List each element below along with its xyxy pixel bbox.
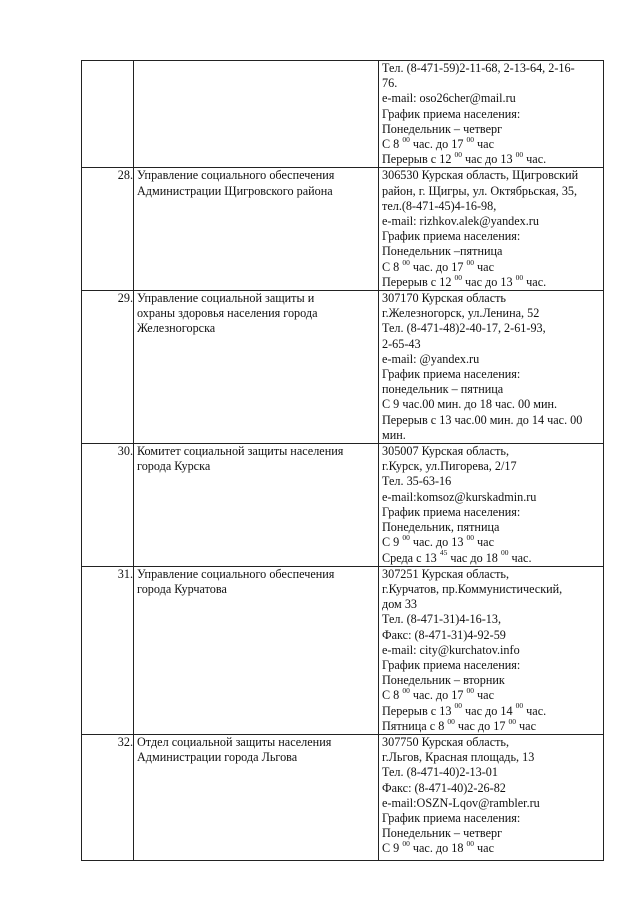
contact-line: График приема населения:: [382, 810, 521, 825]
contact-line: e-mail: city@kurchatov.info: [382, 642, 520, 657]
table-row: [82, 168, 604, 291]
contact-line: Перерыв с 13 $^{00}$ час до 14 $^{00}$ час.: [382, 701, 547, 718]
contact-line: e-mail:OSZN-Lqov@rambler.ru: [382, 795, 540, 810]
organization-name: [134, 444, 379, 567]
contact-line: 307251 Курская область,: [382, 566, 510, 581]
contact-line: Тел. (8-471-48)2-40-17, 2-61-93,: [382, 321, 546, 336]
contact-line: тел.(8-471-45)4-16-98,: [382, 198, 497, 213]
contact-line: Понедельник – четверг: [382, 826, 503, 841]
contact-line: С 8 $^{00}$ час. до 17 $^{00}$ час: [382, 257, 494, 274]
contact-line: Понедельник –пятница: [382, 244, 503, 259]
contact-line: График приема населения:: [382, 504, 521, 519]
table-row: [82, 291, 604, 444]
contact-line: С 8 $^{00}$ час. до 17 $^{00}$ час: [382, 686, 494, 703]
contact-line: 2-65-43: [382, 336, 421, 351]
organization-line: города Курска: [137, 459, 211, 474]
organization-line: Комитет социальной защиты населения: [137, 444, 344, 459]
contact-line: e-mail: oso26cher@mail.ru: [382, 91, 516, 106]
table-row: [82, 61, 604, 168]
organization-line: Администрации Щигровского района: [137, 183, 333, 198]
contact-line: дом 33: [382, 597, 418, 612]
contact-info: [379, 566, 604, 734]
row-number: [82, 61, 134, 168]
contact-line: Понедельник – вторник: [382, 673, 505, 688]
row-number: 32.: [82, 734, 134, 860]
contact-line: С 8 $^{00}$ час. до 17 $^{00}$ час: [382, 134, 494, 152]
organization-line: города Курчатова: [137, 581, 227, 596]
social-services-table: [81, 60, 604, 861]
contact-line: Тел. 35-63-16: [382, 474, 452, 489]
contact-line: Тел. (8-471-59)2-11-68, 2-13-64, 2-16-: [382, 61, 575, 75]
contact-line: мин.: [382, 427, 406, 442]
organization-line: Отдел социальной защиты населения: [137, 734, 332, 749]
table-row: [82, 734, 604, 860]
organization-line: Управление социальной защиты и: [137, 291, 315, 306]
organization-name: [134, 734, 379, 860]
row-number: 30.: [82, 444, 134, 567]
contact-info: [379, 168, 604, 291]
contact-line: С 9 $^{00}$ час. до 13 $^{00}$ час: [382, 533, 494, 550]
contact-line: Перерыв с 12 $^{00}$ час до 13 $^{00}$ час.: [382, 150, 547, 167]
organization-line: Железногорска: [137, 321, 216, 336]
contact-info: [379, 61, 604, 168]
contact-line: Понедельник, пятница: [382, 520, 500, 535]
contact-line: г.Железногорск, ул.Ленина, 52: [382, 306, 540, 321]
contact-line: г.Льгов, Красная площадь, 13: [382, 750, 535, 765]
contact-line: Перерыв с 12 $^{00}$ час до 13 $^{00}$ час.: [382, 272, 547, 289]
contact-line: 307750 Курская область,: [382, 734, 510, 749]
contact-line: График приема населения:: [382, 367, 521, 382]
contact-line: e-mail:komsoz@kurskadmin.ru: [382, 489, 537, 504]
contact-line: e-mail: rizhkov.alek@yandex.ru: [382, 214, 539, 229]
contact-line: Тел. (8-471-31)4-16-13,: [382, 612, 501, 627]
contact-line: 305007 Курская область,: [382, 444, 510, 459]
organization-name: [134, 566, 379, 734]
contact-line: 307170 Курская область: [382, 291, 506, 306]
contact-line: понедельник – пятница: [382, 382, 504, 397]
organization-line: охраны здоровья населения города: [137, 306, 318, 321]
row-number: 28.: [82, 168, 134, 291]
contact-line: Факс: (8-471-40)2-26-82: [382, 780, 506, 795]
contact-info: [379, 291, 604, 444]
contact-info: [379, 734, 604, 860]
contact-line: 76.: [382, 76, 398, 91]
table-row: [82, 444, 604, 567]
contact-line: Перерыв с 13 час.00 мин. до 14 час. 00: [382, 412, 583, 427]
organization-line: Управление социального обеспечения: [137, 566, 335, 581]
organization-name: [134, 168, 379, 291]
contact-line: г.Курчатов, пр.Коммунистический,: [382, 581, 563, 596]
contact-line: С 9 час.00 мин. до 18 час. 00 мин.: [382, 397, 558, 412]
organization-name: [134, 61, 379, 168]
contact-line: e-mail: @yandex.ru: [382, 351, 480, 366]
organization-name: [134, 291, 379, 444]
contact-line: Понедельник – четверг: [382, 121, 503, 136]
contact-line: Факс: (8-471-31)4-92-59: [382, 627, 506, 642]
contact-line: г.Курск, ул.Пигорева, 2/17: [382, 459, 517, 474]
organization-line: Управление социального обеспечения: [137, 168, 335, 183]
contact-line: 306530 Курская область, Щигровский: [382, 168, 579, 183]
contact-line: район, г. Щигры, ул. Октябрьская, 35,: [382, 183, 578, 198]
contact-line: С 9 $^{00}$ час. до 18 $^{00}$ час: [382, 839, 494, 856]
contact-line: Среда с 13 $^{45}$ час до 18 $^{00}$ час.: [382, 548, 532, 565]
contact-line: График приема населения:: [382, 106, 521, 121]
row-number: 31.: [82, 566, 134, 734]
row-number: 29.: [82, 291, 134, 444]
contact-line: График приема населения:: [382, 657, 521, 672]
contact-info: [379, 444, 604, 567]
contact-line: График приема населения:: [382, 229, 521, 244]
table-row: [82, 566, 604, 734]
organization-line: Администрации города Льгова: [137, 750, 298, 765]
contact-line: Пятница с 8 $^{00}$ час до 17 $^{00}$ час: [382, 716, 536, 733]
contact-line: Тел. (8-471-40)2-13-01: [382, 765, 498, 780]
